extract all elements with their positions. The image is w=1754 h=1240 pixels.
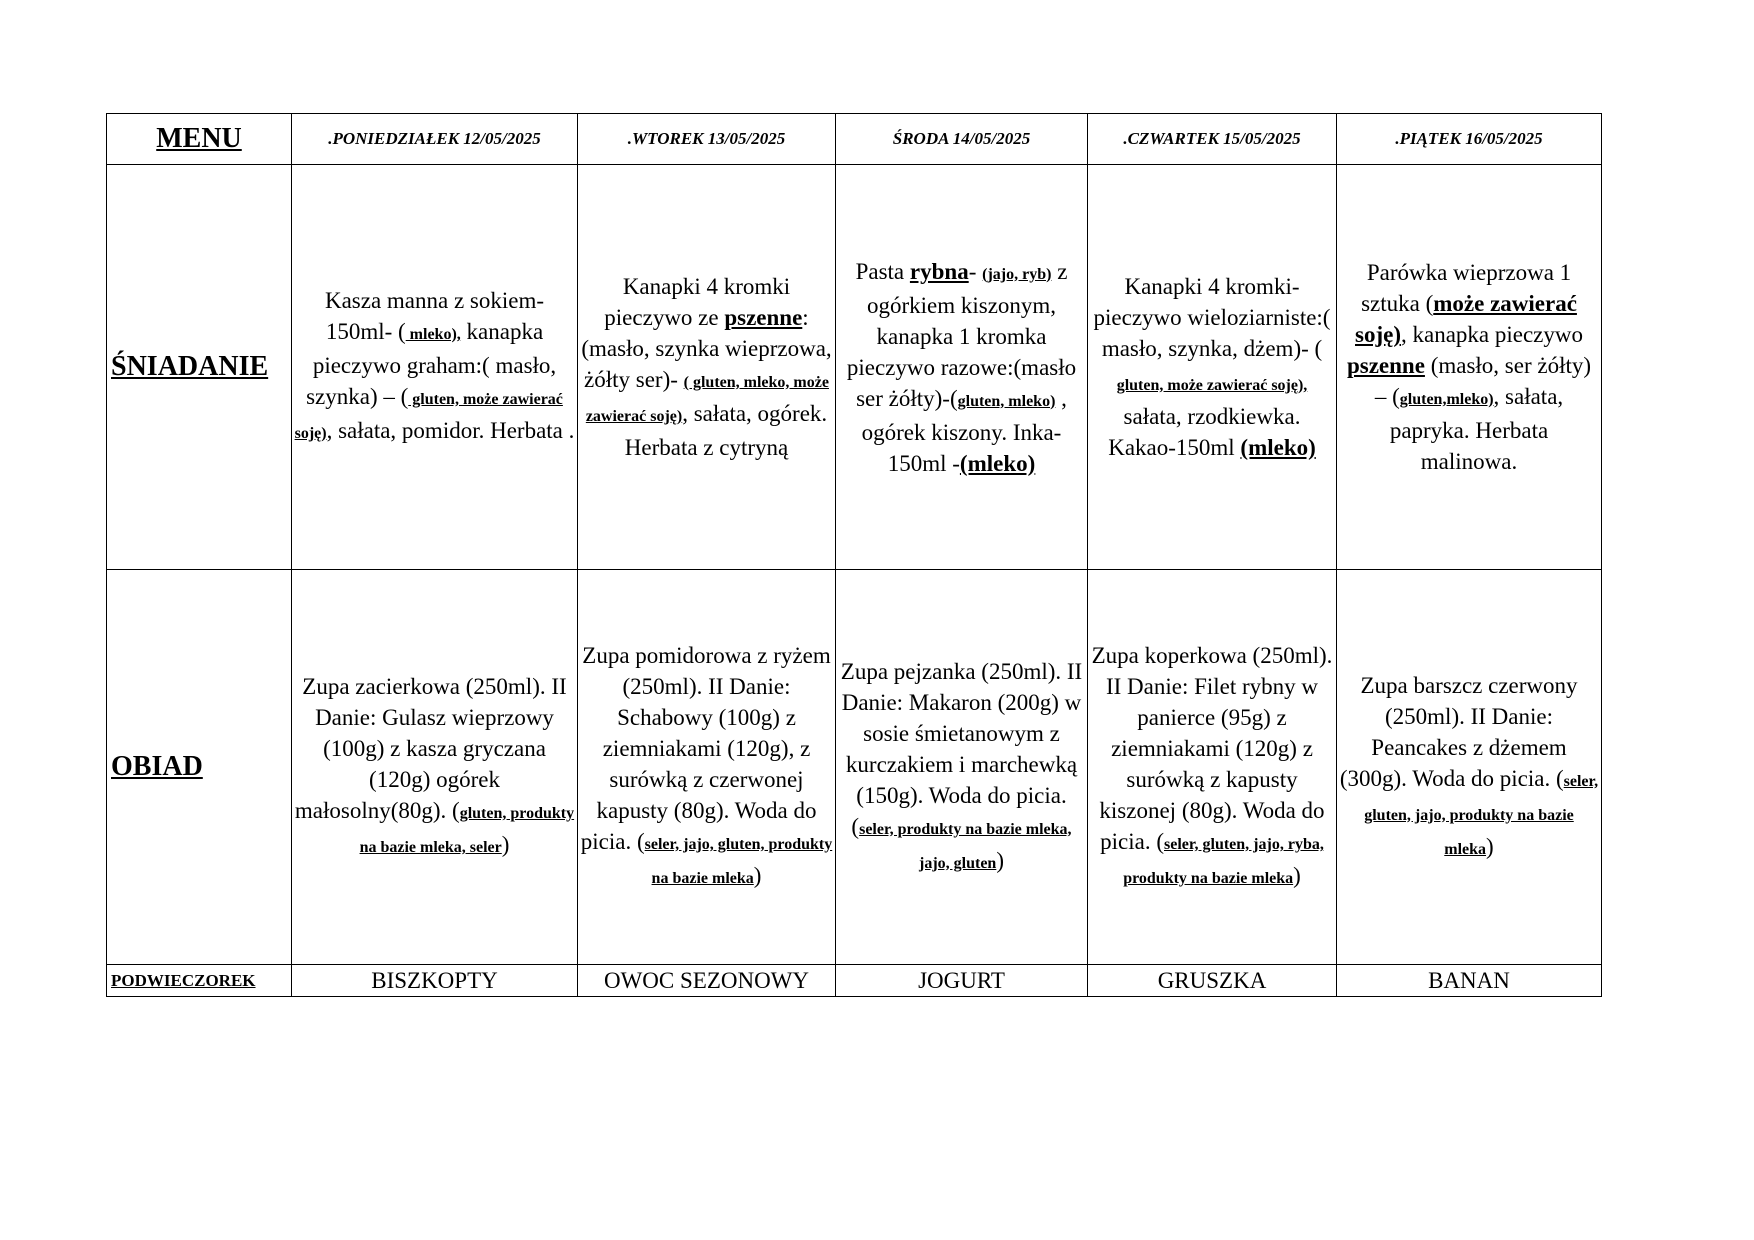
breakfast-tuesday: Kanapki 4 kromki pieczywo ze pszenne: (masło, szynka wieprzowa, żółty ser)- ( gluten, mleko, może zawierać soję), sałata, ogórek. Herbata z cytryną bbox=[578, 165, 836, 570]
snack-wednesday: JOGURT bbox=[836, 965, 1088, 997]
lunch-row bbox=[107, 570, 1602, 965]
lunch-tuesday: Zupa pomidorowa z ryżem (250ml). II Danie: Schabowy (100g) z ziemniakami (120g), z surówką z czerwonej kapusty (80g). Woda do picia. (seler, jajo, gluten, produkty na bazie mleka) bbox=[578, 570, 836, 965]
header-row bbox=[107, 114, 1602, 165]
snack-row bbox=[107, 965, 1602, 997]
lunch-monday: Zupa zacierkowa (250ml). II Danie: Gulasz wieprzowy (100g) z kasza gryczana (120g) ogórek małosolny(80g). (gluten, produkty na bazie mleka, seler) bbox=[292, 570, 578, 965]
snack-label: PODWIECZOREK bbox=[107, 965, 292, 997]
breakfast-friday: Parówka wieprzowa 1 sztuka (może zawierać soję), kanapka pieczywo pszenne (masło, ser żółty) – (gluten,mleko), sałata, papryka. Herbata malinowa. bbox=[1337, 165, 1602, 570]
lunch-label: OBIAD bbox=[107, 570, 292, 965]
day-header-wednesday: ŚRODA 14/05/2025 bbox=[836, 114, 1088, 165]
snack-tuesday: OWOC SEZONOWY bbox=[578, 965, 836, 997]
day-header-tuesday: .WTOREK 13/05/2025 bbox=[578, 114, 836, 165]
lunch-thursday: Zupa koperkowa (250ml). II Danie: Filet rybny w panierce (95g) z ziemniakami (120g) z surówką z kapusty kiszonej (80g). Woda do picia. (seler, gluten, jajo, ryba, produkty na bazie mleka) bbox=[1088, 570, 1337, 965]
day-header-friday: .PIĄTEK 16/05/2025 bbox=[1337, 114, 1602, 165]
menu-title: MENU bbox=[107, 114, 292, 165]
lunch-friday: Zupa barszcz czerwony (250ml). II Danie: Peancakes z dżemem (300g). Woda do picia. (seler, gluten, jajo, produkty na bazie mleka) bbox=[1337, 570, 1602, 965]
snack-friday: BANAN bbox=[1337, 965, 1602, 997]
weekly-menu-table bbox=[106, 113, 1602, 997]
breakfast-wednesday: Pasta rybna- (jajo, ryb) z ogórkiem kiszonym, kanapka 1 kromka pieczywo razowe:(masło ser żółty)-(gluten, mleko) , ogórek kiszony. Inka-150ml -(mleko) bbox=[836, 165, 1088, 570]
breakfast-thursday: Kanapki 4 kromki-pieczywo wieloziarniste:( masło, szynka, dżem)- ( gluten, może zawierać soję), sałata, rzodkiewka. Kakao-150ml (mleko) bbox=[1088, 165, 1337, 570]
day-header-monday: .PONIEDZIAŁEK 12/05/2025 bbox=[292, 114, 578, 165]
breakfast-monday: Kasza manna z sokiem-150ml- ( mleko), kanapka pieczywo graham:( masło, szynka) – ( gluten, może zawierać soję), sałata, pomidor. Herbata . bbox=[292, 165, 578, 570]
breakfast-row bbox=[107, 165, 1602, 570]
lunch-wednesday: Zupa pejzanka (250ml). II Danie: Makaron (200g) w sosie śmietanowym z kurczakiem i marchewką (150g). Woda do picia. (seler, produkty na bazie mleka, jajo, gluten) bbox=[836, 570, 1088, 965]
snack-thursday: GRUSZKA bbox=[1088, 965, 1337, 997]
breakfast-label: ŚNIADANIE bbox=[107, 165, 292, 570]
snack-monday: BISZKOPTY bbox=[292, 965, 578, 997]
day-header-thursday: .CZWARTEK 15/05/2025 bbox=[1088, 114, 1337, 165]
